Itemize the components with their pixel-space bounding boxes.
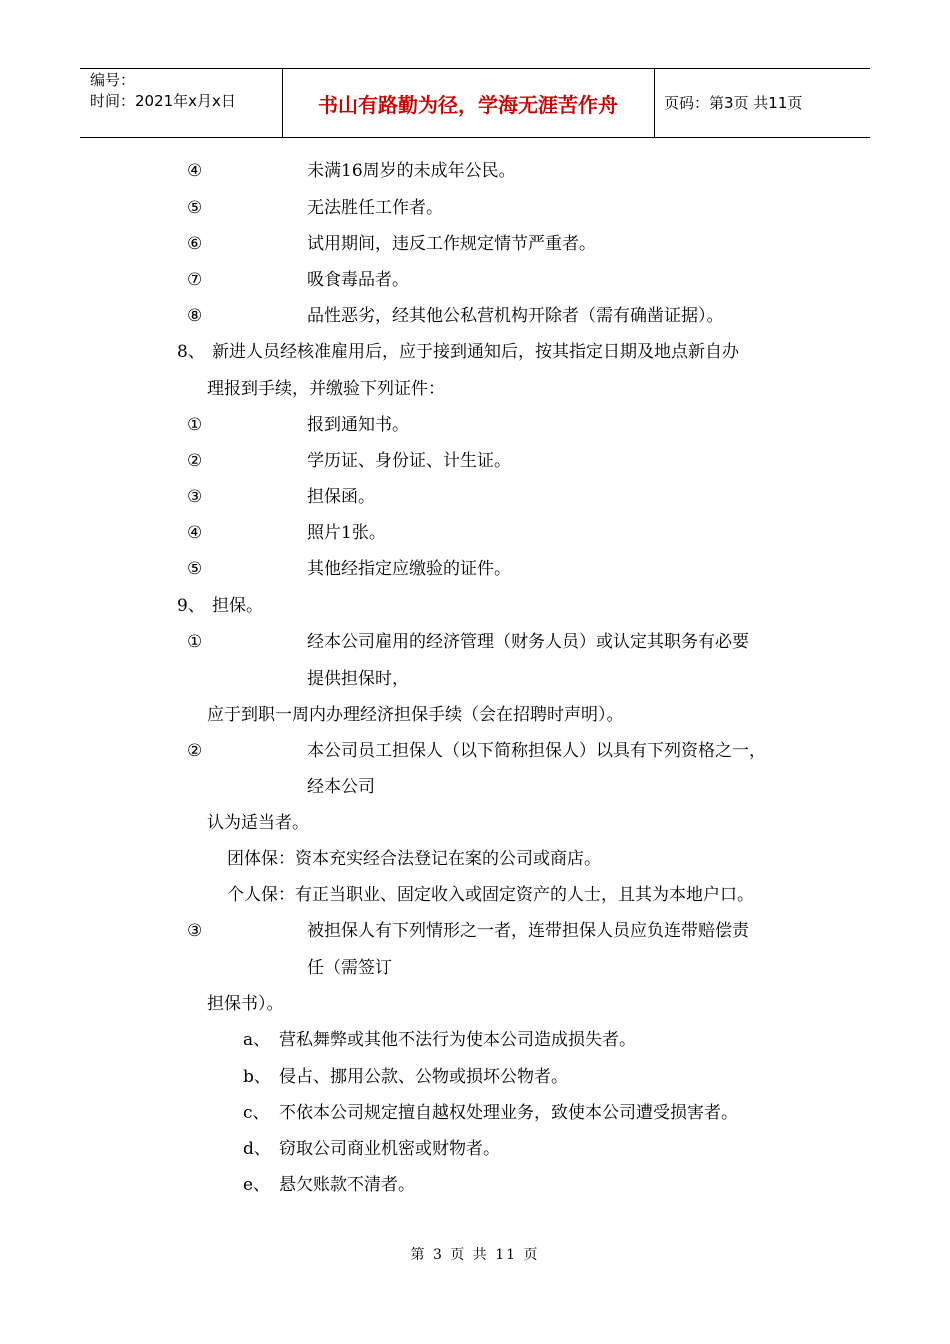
item-text: 照片1张。 [307, 523, 386, 543]
header-left-cell [80, 69, 283, 137]
item-text: 学历证、身份证、计生证。 [307, 451, 511, 471]
item-number: ③ [187, 487, 203, 507]
section-number: 9、 [177, 596, 205, 616]
section-heading-cont: 理报到手续，并缴验下列证件： [207, 379, 445, 399]
sub-item-text: 营私舞弊或其他不法行为使本公司造成损失者。 [279, 1030, 636, 1050]
item-number: ⑤ [187, 198, 203, 218]
item-text: 其他经指定应缴验的证件。 [307, 559, 511, 579]
item-text: 吸食毒品者。 [307, 270, 409, 290]
item-paragraph-cont: 担保书）。 [207, 994, 284, 1014]
item-number: ② [187, 451, 203, 471]
sub-item-letter: d、 [243, 1139, 271, 1159]
item-text: 无法胜任工作者。 [307, 198, 443, 218]
header-motto: 书山有路勤为径，学海无涯苦作舟 [318, 93, 618, 117]
item-text: 试用期间，违反工作规定情节严重者。 [307, 234, 596, 254]
item-number: ① [187, 632, 203, 652]
sub-item-letter: e、 [243, 1175, 271, 1195]
item-number: ⑧ [187, 306, 203, 326]
item-text: 本公司员工担保人（以下简称担保人）以具有下列资格之一， [307, 741, 766, 761]
sub-item-text: 不依本公司规定擅自越权处理业务，致使本公司遭受损害者。 [279, 1103, 738, 1123]
item-number: ④ [187, 523, 203, 543]
item-number: ⑥ [187, 234, 203, 254]
item-text: 未满16周岁的未成年公民。 [307, 161, 516, 181]
document-id-label: 编号： [90, 71, 136, 89]
item-text: 报到通知书。 [307, 415, 409, 435]
sub-item-text: 窃取公司商业机密或财物者。 [279, 1139, 500, 1159]
item-number: ⑦ [187, 270, 203, 290]
item-number: ④ [187, 161, 203, 181]
item-text: 被担保人有下列情形之一者，连带担保人员应负连带赔偿责 [307, 921, 749, 941]
item-number: ⑤ [187, 559, 203, 579]
header-page-label: 页码：第3页 共11页 [664, 94, 803, 112]
item-paragraph-cont: 应于到职一周内办理经济担保手续（会在招聘时声明）。 [207, 705, 624, 725]
item-number: ③ [187, 921, 203, 941]
sub-item-letter: b、 [243, 1067, 271, 1087]
sub-item-text: 侵占、挪用公款、公物或损坏公物者。 [279, 1067, 568, 1087]
sub-item-text: 悬欠账款不清者。 [279, 1175, 415, 1195]
header-right-cell [654, 69, 870, 137]
item-text-cont: 经本公司 [307, 777, 375, 797]
sub-item-letter: a、 [243, 1030, 271, 1050]
page-header [80, 68, 870, 138]
section-heading: 新进人员经核准雇用后，应于接到通知后，按其指定日期及地点新自办 [212, 342, 739, 362]
item-text-cont: 任（需签订 [307, 958, 392, 978]
sub-item-letter: c、 [243, 1103, 270, 1123]
item-text: 担保函。 [307, 487, 375, 507]
header-middle-cell [282, 69, 655, 137]
item-text: 品性恶劣，经其他公私营机构开除者（需有确凿证据）。 [307, 306, 724, 326]
section-number: 8、 [177, 342, 205, 362]
item-text-cont: 提供担保时， [307, 669, 409, 689]
item-number: ② [187, 741, 203, 761]
page-footer: 第 3 页 共 11 页 [410, 1247, 540, 1263]
item-paragraph-cont: 认为适当者。 [207, 813, 309, 833]
guarantee-personal-text: 个人保：有正当职业、固定收入或固定资产的人士，且其为本地户口。 [227, 885, 754, 905]
document-time-label: 时间：2021年x月x日 [90, 92, 236, 110]
item-number: ① [187, 415, 203, 435]
section-heading: 担保。 [212, 596, 263, 616]
guarantee-group-text: 团体保：资本充实经合法登记在案的公司或商店。 [227, 849, 601, 869]
item-text: 经本公司雇用的经济管理（财务人员）或认定其职务有必要 [307, 632, 749, 652]
